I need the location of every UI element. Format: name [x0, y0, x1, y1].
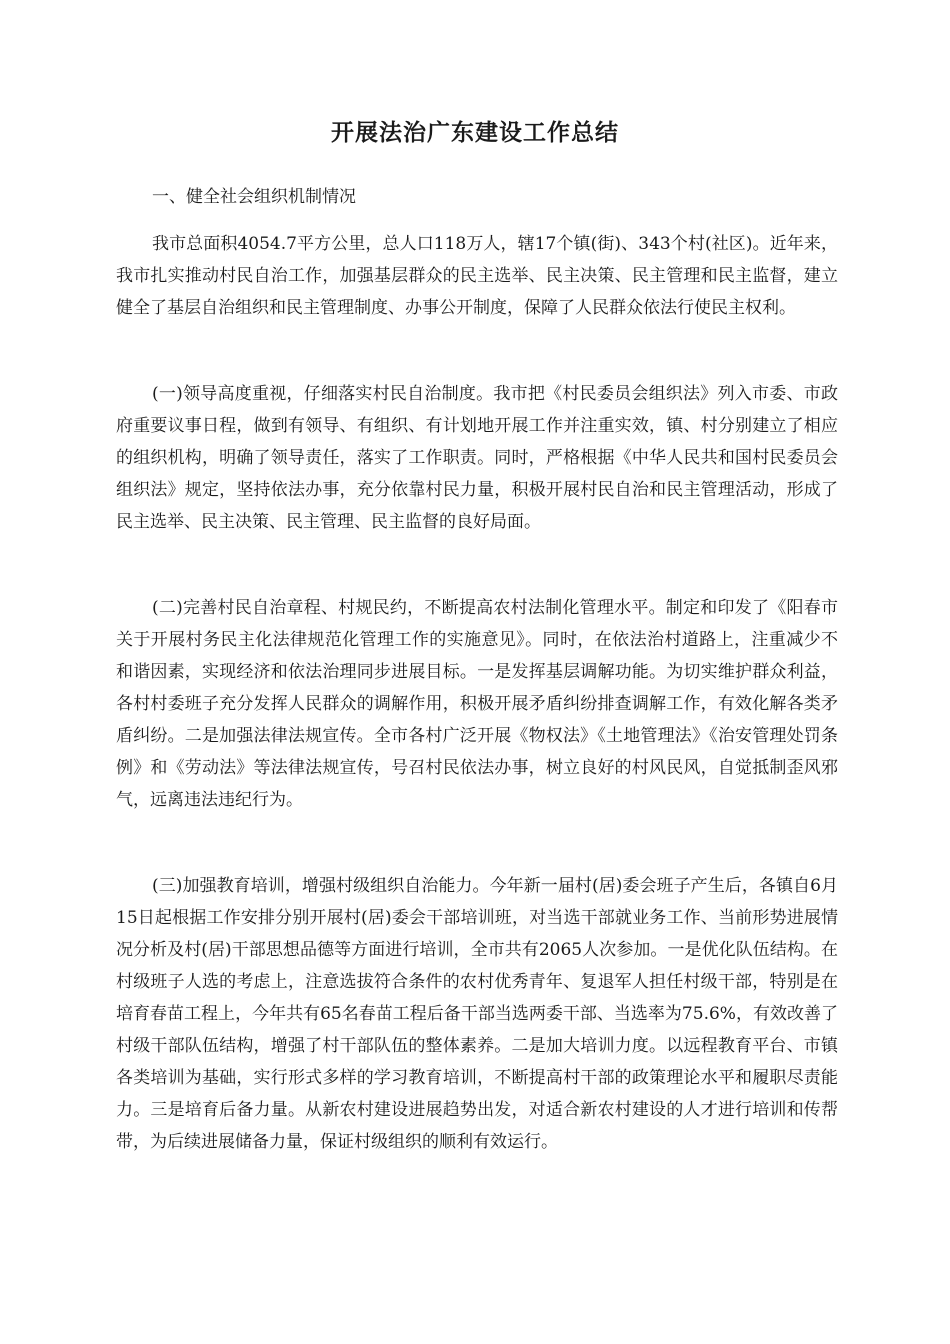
paragraph-training: (三)加强教育培训，增强村级组织自治能力。今年新一届村(居)委会班子产生后，各镇自6月15日起根据工作安排分别开展村(居)委会干部培训班，对当选干部就业务工作、当前形势进展情况分析及村(居)干部思想品德等方面进行培训，全市共有2065人次参加。一是优化队伍结构。在村级班子人选的考虑上，注意选拔符合条件的农村优秀青年、复退军人担任村级干部，特别是在培育春苗工程上，今年共有65名春苗工程后备干部当选两委干部、当选率为75.6%，有效改善了村级干部队伍结构，增强了村干部队伍的整体素养。二是加大培训力度。以远程教育平台、市镇各类培训为基础，实行形式多样的学习教育培训，不断提高村干部的政策理论水平和履职尽责能力。三是培育后备力量。从新农村建设进展趋势出发，对适合新农村建设的人才进行培训和传帮带，为后续进展储备力量，保证村级组织的顺利有效运行。: [116, 876, 838, 1152]
paragraph-overview: 我市总面积4054.7平方公里，总人口118万人，辖17个镇(街)、343个村(社区)。近年来，我市扎实推动村民自治工作，加强基层群众的民主选举、民主决策、民主管理和民主监督，建立健全了基层自治组织和民主管理制度、办事公开制度，保障了人民群众依法行使民主权利。: [116, 234, 838, 318]
paragraph-regulations: (二)完善村民自治章程、村规民约，不断提高农村法制化管理水平。制定和印发了《阳春市关于开展村务民主化法律规范化管理工作的实施意见》。同时，在依法治村道路上，注重减少不和谐因素，实现经济和依法治理同步进展目标。一是发挥基层调解功能。为切实维护群众利益，各村村委班子充分发挥人民群众的调解作用，积极开展矛盾纠纷排查调解工作，有效化解各类矛盾纠纷。二是加强法律法规宣传。全市各村广泛开展《物权法》《土地管理法》《治安管理处罚条例》和《劳动法》等法律法规宣传，号召村民依法办事，树立良好的村风民风，自觉抵制歪风邪气，远离违法违纪行为。: [116, 598, 838, 810]
section-heading: 一、健全社会组织机制情况: [152, 187, 356, 207]
document-title: 开展法治广东建设工作总结: [331, 119, 619, 146]
paragraph-leadership: (一)领导高度重视，仔细落实村民自治制度。我市把《村民委员会组织法》列入市委、市政府重要议事日程，做到有领导、有组织、有计划地开展工作并注重实效，镇、村分别建立了相应的组织机构，明确了领导责任，落实了工作职责。同时，严格根据《中华人民共和国村民委员会组织法》规定，坚持依法办事，充分依靠村民力量，积极开展村民自治和民主管理活动，形成了民主选举、民主决策、民主管理、民主监督的良好局面。: [116, 384, 838, 532]
